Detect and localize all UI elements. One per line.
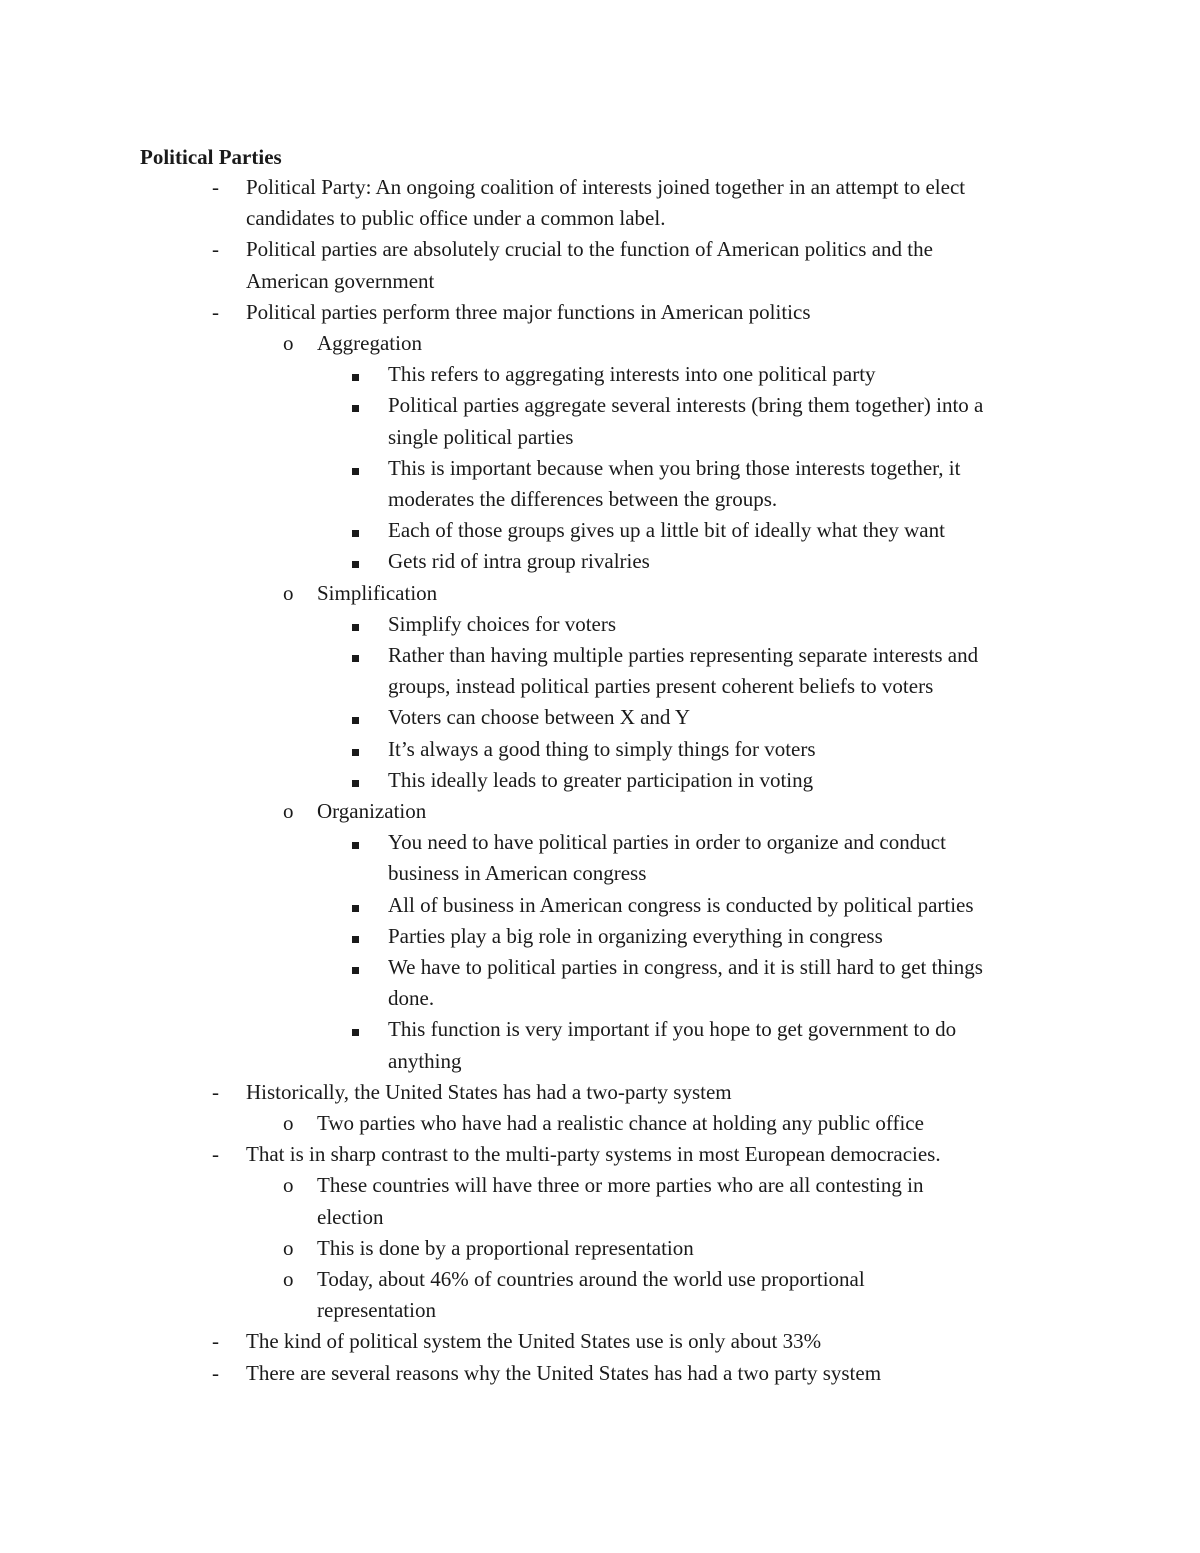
square-bullet-icon xyxy=(352,453,372,484)
circle-bullet-icon: o xyxy=(283,799,294,823)
outline-line-level-1 xyxy=(0,172,1200,203)
square-bullet-icon xyxy=(352,890,372,921)
outline-text: Simplification xyxy=(317,580,438,605)
circle-bullet-icon: o xyxy=(283,1111,294,1135)
square-bullet-icon xyxy=(352,640,372,671)
square-bullet-icon xyxy=(352,827,372,858)
outline-line-level-2 xyxy=(0,328,1200,359)
square-bullet-shape xyxy=(352,468,359,475)
outline-line-level-1 xyxy=(0,1077,1200,1108)
outline-text: All of business in American congress is conducted by political parties xyxy=(388,892,974,917)
dash-bullet-icon: - xyxy=(212,237,219,262)
outline-text: Organization xyxy=(317,799,427,823)
outline-text: election xyxy=(317,1204,384,1229)
square-bullet-icon xyxy=(352,609,372,640)
square-bullet-icon xyxy=(352,1014,372,1045)
outline-line-level-3 xyxy=(0,921,1200,952)
outline-text: This is important because when you bring those interests together, it xyxy=(388,455,961,480)
outline-text: done. xyxy=(388,986,435,1011)
outline-line-level-2 xyxy=(0,578,1200,609)
outline-line-level-1 xyxy=(0,1326,1200,1357)
document-title: Political Parties xyxy=(140,145,282,169)
outline-line-level-3 xyxy=(0,983,1200,1014)
square-bullet-shape xyxy=(352,967,359,974)
outline-line-level-1 xyxy=(0,203,1200,234)
outline-line-level-3 xyxy=(0,390,1200,421)
circle-bullet-icon: o xyxy=(283,580,294,605)
outline-line-level-2 xyxy=(0,1170,1200,1201)
square-bullet-shape xyxy=(352,780,359,787)
circle-bullet-icon: o xyxy=(283,331,294,355)
outline-text: Historically, the United States has had a two-party system xyxy=(246,1079,732,1104)
outline-line-level-2 xyxy=(0,1233,1200,1264)
outline-text: Two parties who have had a realistic chance at holding any public office xyxy=(317,1111,924,1135)
outline-line-level-3 xyxy=(0,1046,1200,1077)
dash-bullet-icon: - xyxy=(212,1329,219,1354)
outline-line-level-3 xyxy=(0,359,1200,390)
outline-text: candidates to public office under a common label. xyxy=(246,206,666,231)
outline-text: This is done by a proportional representation xyxy=(317,1235,694,1260)
outline-line-level-3 xyxy=(0,546,1200,577)
outline-text: Parties play a big role in organizing everything in congress xyxy=(388,923,883,948)
square-bullet-shape xyxy=(352,624,359,631)
outline-text: Rather than having multiple parties representing separate interests and xyxy=(388,643,979,667)
outline-text: Today, about 46% of countries around the world use proportional xyxy=(317,1267,865,1291)
outline-text: Political parties perform three major functions in American politics xyxy=(246,299,811,324)
outline-text: business in American congress xyxy=(388,861,647,886)
outline-text: The kind of political system the United States use is only about 33% xyxy=(246,1329,822,1354)
circle-bullet-icon: o xyxy=(283,1173,294,1198)
outline-line-level-3 xyxy=(0,858,1200,889)
square-bullet-icon xyxy=(352,952,372,983)
circle-bullet-icon: o xyxy=(283,1267,294,1291)
outline-line-level-3 xyxy=(0,1014,1200,1045)
outline-line-level-3 xyxy=(0,702,1200,733)
outline-line-level-3 xyxy=(0,515,1200,546)
dash-bullet-icon: - xyxy=(212,1079,219,1104)
outline-text: This refers to aggregating interests into one political party xyxy=(388,362,876,387)
outline-line-level-2 xyxy=(0,1264,1200,1295)
outline-line-level-3 xyxy=(0,890,1200,921)
outline-line-level-1 xyxy=(0,266,1200,297)
square-bullet-shape xyxy=(352,905,359,912)
outline-text: There are several reasons why the United States has had a two party system xyxy=(246,1360,882,1385)
circle-bullet-icon: o xyxy=(283,1235,294,1260)
outline-line-level-2 xyxy=(0,796,1200,827)
outline-text: You need to have political parties in order to organize and conduct xyxy=(388,830,946,855)
outline-line-level-1 xyxy=(0,234,1200,265)
outline-text: This ideally leads to greater participation in voting xyxy=(388,767,814,792)
outline-text: These countries will have three or more parties who are all contesting in xyxy=(317,1173,924,1198)
square-bullet-shape xyxy=(352,749,359,756)
outline-text: Gets rid of intra group rivalries xyxy=(388,549,650,574)
outline-text: groups, instead political parties present coherent beliefs to voters xyxy=(388,674,934,699)
square-bullet-shape xyxy=(352,655,359,662)
dash-bullet-icon: - xyxy=(212,299,219,324)
outline-text: American government xyxy=(246,268,435,293)
outline-text: This function is very important if you hope to get government to do xyxy=(388,1017,957,1042)
square-bullet-icon xyxy=(352,390,372,421)
dash-bullet-icon: - xyxy=(212,1360,219,1385)
outline-text: It’s always a good thing to simply things for voters xyxy=(388,736,816,761)
square-bullet-icon xyxy=(352,765,372,796)
square-bullet-shape xyxy=(352,1029,359,1036)
square-bullet-icon xyxy=(352,515,372,546)
square-bullet-shape xyxy=(352,405,359,412)
outline-line-level-3 xyxy=(0,484,1200,515)
outline-line-level-1 xyxy=(0,297,1200,328)
outline-line-level-3 xyxy=(0,453,1200,484)
square-bullet-shape xyxy=(352,530,359,537)
outline-line-level-3 xyxy=(0,952,1200,983)
outline-line-level-1 xyxy=(0,1139,1200,1170)
square-bullet-icon xyxy=(352,702,372,733)
outline-line-level-3 xyxy=(0,671,1200,702)
square-bullet-shape xyxy=(352,842,359,849)
dash-bullet-icon: - xyxy=(212,1142,219,1167)
outline-line-level-2 xyxy=(0,1295,1200,1326)
dash-bullet-icon: - xyxy=(212,175,219,199)
outline-text: That is in sharp contrast to the multi-party systems in most European democracies. xyxy=(246,1142,941,1167)
outline-line-level-3 xyxy=(0,640,1200,671)
outline-line-level-3 xyxy=(0,827,1200,858)
square-bullet-shape xyxy=(352,936,359,943)
outline-line-level-3 xyxy=(0,734,1200,765)
outline-text: anything xyxy=(388,1048,462,1073)
square-bullet-icon xyxy=(352,921,372,952)
outline-line-level-2 xyxy=(0,1108,1200,1139)
square-bullet-shape xyxy=(352,374,359,381)
outline-text: moderates the differences between the groups. xyxy=(388,487,778,511)
square-bullet-icon xyxy=(352,359,372,390)
outline-text: Each of those groups gives up a little bit of ideally what they want xyxy=(388,518,945,543)
outline-text: single political parties xyxy=(388,424,574,449)
outline-line-level-2 xyxy=(0,1202,1200,1233)
square-bullet-icon xyxy=(352,546,372,577)
outline-text: We have to political parties in congress, and it is still hard to get things xyxy=(388,955,983,979)
outline-text: Political parties aggregate several interests (bring them together) into a xyxy=(388,393,984,418)
outline-text: representation xyxy=(317,1298,436,1323)
outline-line-level-3 xyxy=(0,422,1200,453)
outline-line-level-3 xyxy=(0,765,1200,796)
outline-text: Simplify choices for voters xyxy=(388,611,617,636)
outline-text: Political parties are absolutely crucial to the function of American politics and the xyxy=(246,237,933,262)
outline-text: Political Party: An ongoing coalition of interests joined together in an attempt to elect xyxy=(246,175,966,199)
square-bullet-icon xyxy=(352,734,372,765)
outline-line-level-1 xyxy=(0,1358,1200,1389)
square-bullet-shape xyxy=(352,717,359,724)
outline-text: Aggregation xyxy=(317,331,422,355)
outline-text: Voters can choose between X and Y xyxy=(388,705,691,730)
outline-line-level-3 xyxy=(0,609,1200,640)
square-bullet-shape xyxy=(352,561,359,568)
